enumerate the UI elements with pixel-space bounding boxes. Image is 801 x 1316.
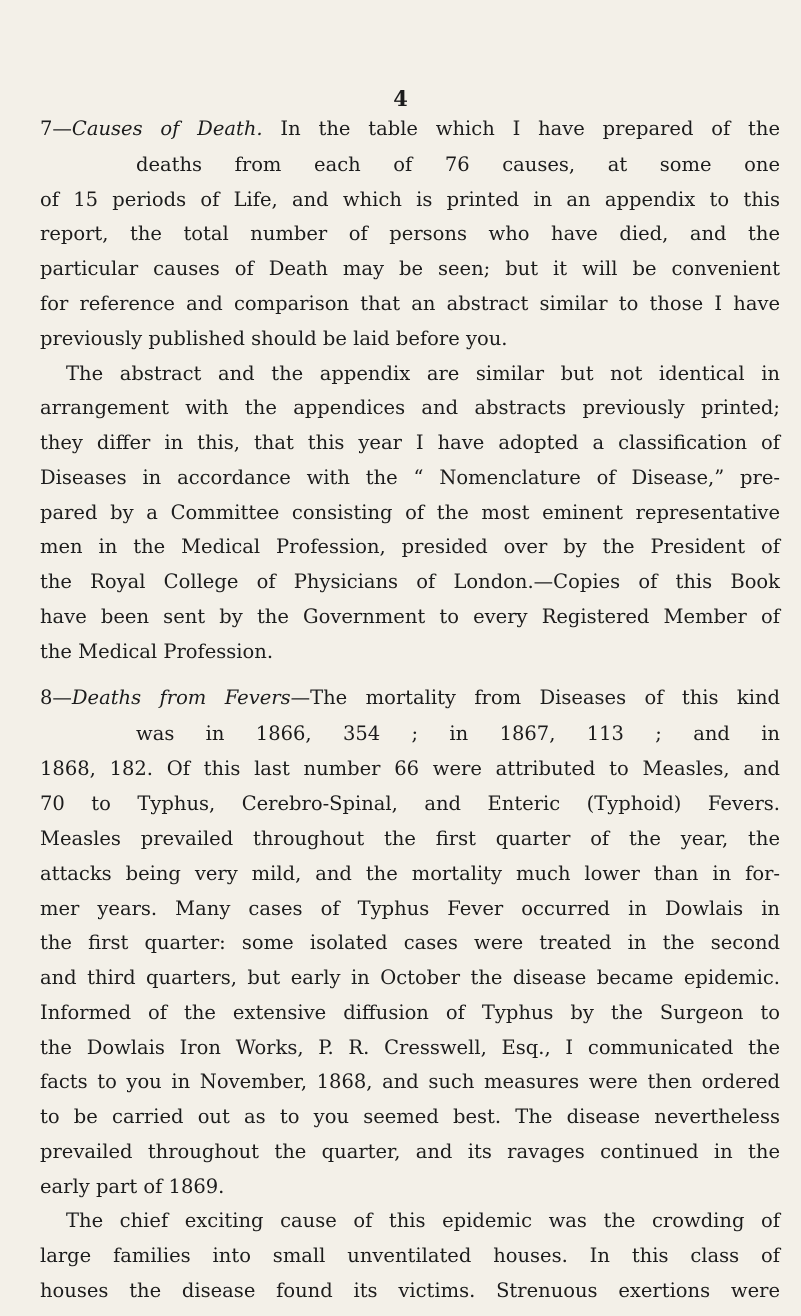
section7-line-12: pared by a Committee consisting of the most eminent representative [40, 501, 780, 524]
section7-line-6: for reference and comparison that an abstract similar to those I have [40, 292, 780, 315]
section8-number: 8— [40, 686, 72, 709]
section8-line-11: the Dowlais Iron Works, P. R. Cresswell, Esq., I communicated the [40, 1036, 780, 1059]
section8-line-7: mer years. Many cases of Typhus Fever occurred in Dowlais in [40, 897, 780, 920]
section8-line-1: —The mortality from Diseases of this kind [290, 686, 780, 709]
section7-line-16: the Medical Profession. [40, 640, 274, 663]
section7-line-11: Diseases in accordance with the “ Nomenclature of Disease,” pre- [40, 466, 780, 489]
section7-line-4: report, the total number of persons who have died, and the [40, 222, 780, 245]
section8-line-10: Informed of the extensive diffusion of Typhus by the Surgeon to [40, 1001, 780, 1024]
section7-title: Causes of Death. [71, 117, 263, 140]
section8-line-6: attacks being very mild, and the mortality much lower than in for- [40, 862, 780, 885]
section7-heading-line [40, 117, 780, 140]
section7-line-10: they differ in this, that this year I have adopted a classification of [40, 431, 780, 454]
section8-line-3: 1868, 182. Of this last number 66 were attributed to Measles, and [40, 757, 780, 780]
section8-line-18: houses the disease found its victims. Strenuous exertions were [40, 1279, 780, 1302]
section8-line-13: to be carried out as to you seemed best. The disease nevertheless [40, 1105, 780, 1128]
section8-line-4: 70 to Typhus, Cerebro-Spinal, and Enteric (Typhoid) Fevers. [40, 792, 780, 815]
section7-line-8: The abstract and the appendix are similar but not identical in [66, 362, 780, 385]
section7-line-3: of 15 periods of Life, and which is printed in an appendix to this [40, 188, 780, 211]
section8-line-9: and third quarters, but early in October the disease became epidemic. [40, 966, 780, 989]
section7-line-13: men in the Medical Profession, presided over by the President of [40, 535, 780, 558]
section8-line-15: early part of 1869. [40, 1175, 225, 1198]
section8-line-2: was in 1866, 354 ; in 1867, 113 ; and in [136, 722, 780, 745]
section8-line-14: prevailed throughout the quarter, and its ravages continued in the [40, 1140, 780, 1163]
section7-line-14: the Royal College of Physicians of London.—Copies of this Book [40, 570, 780, 593]
section8-line-16: The chief exciting cause of this epidemic was the crowding of [66, 1209, 780, 1232]
section8-line-8: the first quarter: some isolated cases were treated in the second [40, 931, 780, 954]
section8-line-5: Measles prevailed throughout the first quarter of the year, the [40, 827, 780, 850]
section8-heading-line [40, 686, 780, 709]
section8-line-12: facts to you in November, 1868, and such measures were then ordered [40, 1070, 780, 1093]
section7-number: 7— [40, 117, 72, 140]
section7-line-7: previously published should be laid before you. [40, 327, 508, 350]
section7-line-9: arrangement with the appendices and abstracts previously printed; [40, 396, 780, 419]
section7-line-1: In the table which I have prepared of the [280, 117, 780, 140]
section7-line-15: have been sent by the Government to every Registered Member of [40, 605, 780, 628]
section7-line-2: deaths from each of 76 causes, at some one [136, 153, 780, 176]
section8-line-17: large families into small unventilated houses. In this class of [40, 1244, 780, 1267]
section8-title: Deaths from Fevers [71, 686, 291, 709]
section7-line-5: particular causes of Death may be seen; but it will be convenient [40, 257, 780, 280]
page-number: 4 [393, 86, 408, 111]
